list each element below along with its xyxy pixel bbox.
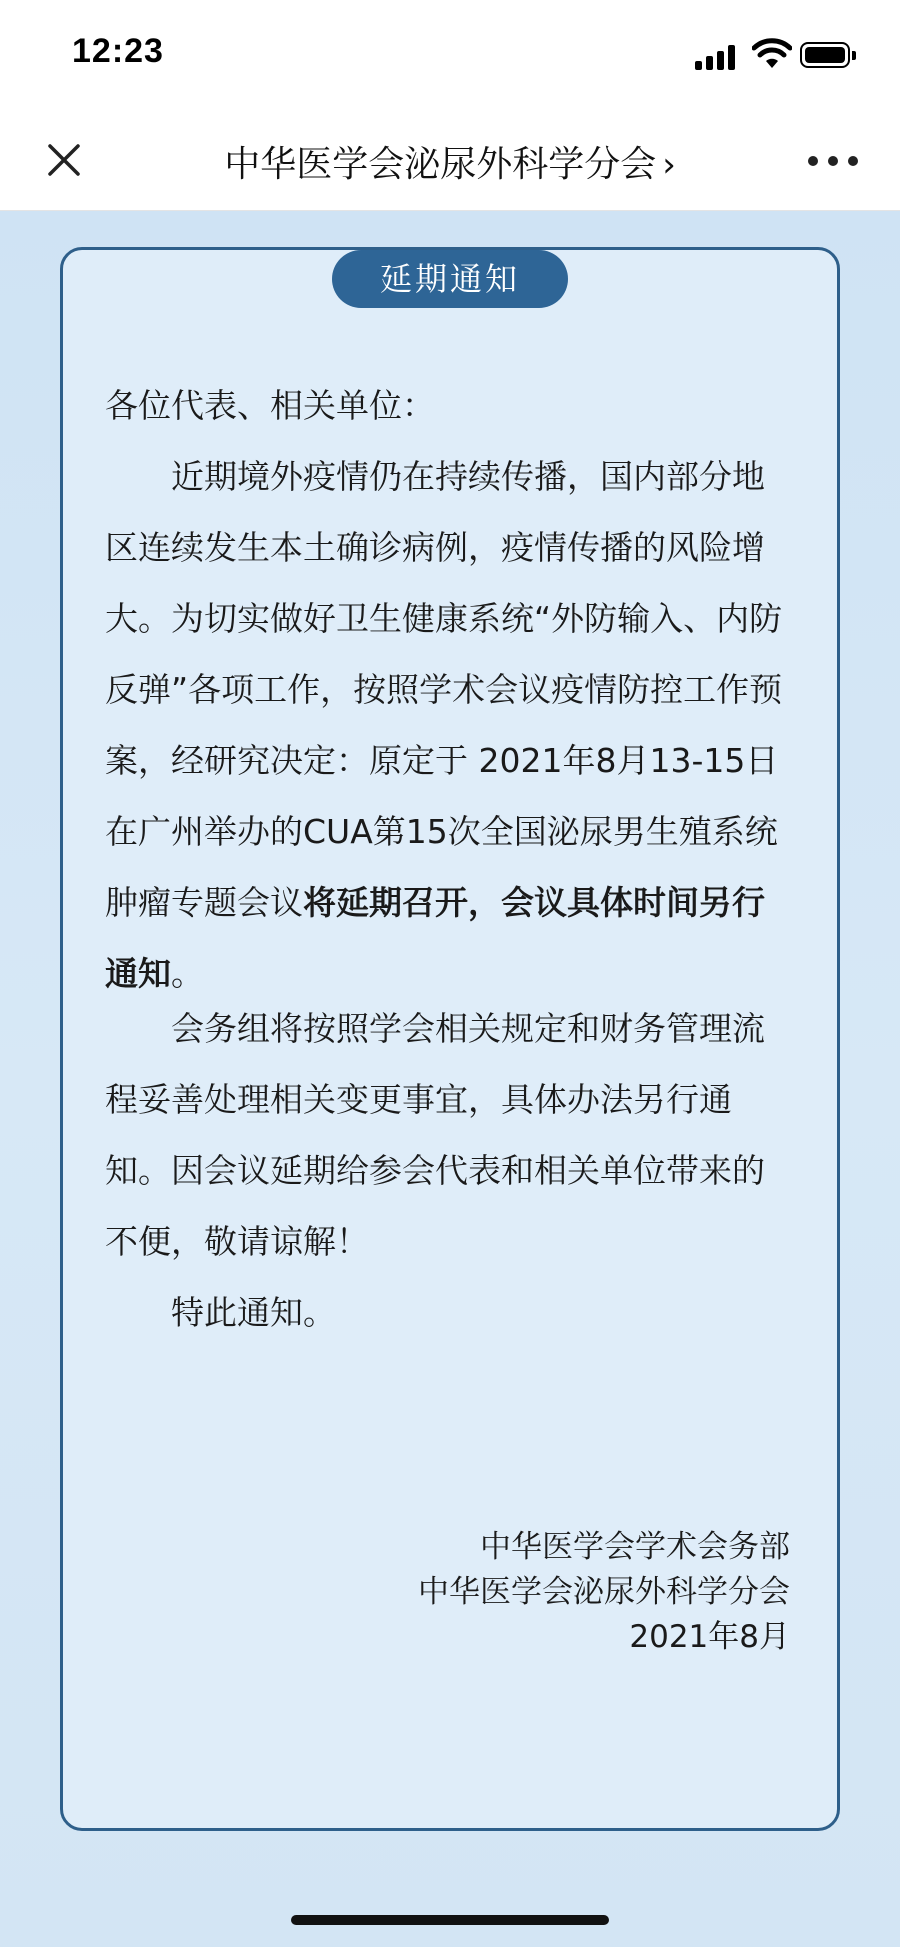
paragraph-3-text: 特此通知。 bbox=[171, 1293, 336, 1332]
battery-cap bbox=[852, 51, 856, 60]
battery-icon bbox=[800, 42, 850, 68]
status-time: 12:23 bbox=[72, 32, 164, 70]
nav-bar bbox=[0, 110, 900, 211]
notice-paragraph-1 bbox=[105, 441, 795, 1009]
signature-line-2: 中华医学会泌尿外科学分会 bbox=[418, 1574, 790, 1610]
paragraph-1-text: 近期境外疫情仍在持续传播，国内部分地区连续发生本土确诊病例，疫情传播的风险增大。为切实做好卫生健康系统“外防输入、内防反弹”各项工作，按照学术会议疫情防控工作预案，经研究决定：原定于 2021年8月13-15日在广州举办的CUA第15次全国泌尿男生殖系统肿瘤专题会议 bbox=[105, 457, 783, 922]
account-name: 中华医学会泌尿外科学分会 bbox=[224, 144, 657, 185]
notice-paragraph-2 bbox=[105, 993, 795, 1277]
paragraph-1-emphasis: 将延期召开，会议具体时间另行通知 bbox=[105, 883, 765, 993]
signature-line-1: 中华医学会学术会务部 bbox=[480, 1529, 790, 1565]
wifi-icon bbox=[752, 38, 792, 70]
signal-icon bbox=[695, 44, 739, 70]
salutation: 各位代表、相关单位： bbox=[105, 386, 435, 425]
close-icon[interactable] bbox=[42, 138, 86, 182]
signature-block bbox=[418, 1525, 790, 1660]
notice-title: 延期通知 bbox=[332, 250, 568, 308]
account-title[interactable] bbox=[150, 136, 750, 187]
signature-date: 2021年8月 bbox=[629, 1619, 790, 1655]
status-bar bbox=[0, 0, 900, 110]
paragraph-2-text: 会务组将按照学会相关规定和财务管理流程妥善处理相关变更事宜，具体办法另行通知。因会议延期给参会代表和相关单位带来的不便，敬请谅解！ bbox=[105, 1009, 765, 1261]
more-icon[interactable] bbox=[808, 156, 858, 168]
home-indicator[interactable] bbox=[291, 1915, 609, 1925]
paragraph-1-end: 。 bbox=[171, 954, 204, 993]
chevron-right-icon: › bbox=[662, 145, 676, 185]
notice-paragraph-3 bbox=[105, 1277, 795, 1348]
